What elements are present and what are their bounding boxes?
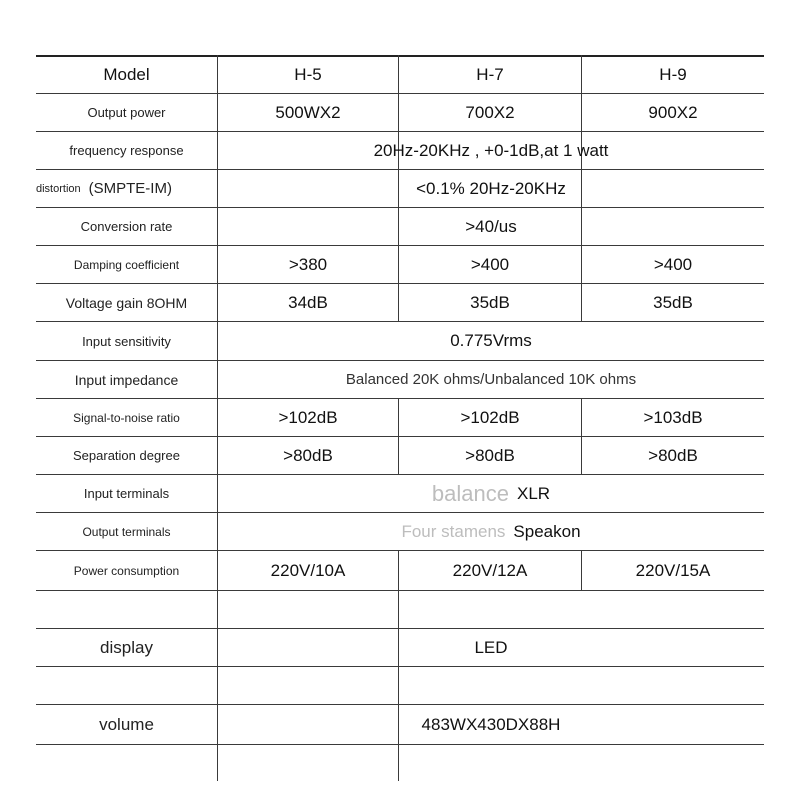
row-label-empty-1 bbox=[36, 591, 217, 628]
voltage-gain-h7: 35dB bbox=[470, 292, 510, 312]
model-h5: H-5 bbox=[294, 64, 322, 84]
model-h9: H-9 bbox=[659, 64, 687, 84]
model-label: Model bbox=[103, 64, 150, 84]
row-label-output-terminals: Output terminals bbox=[82, 524, 171, 539]
row-label-output-power: Output power bbox=[87, 105, 166, 120]
output-terminals-faded-text: Four stamens bbox=[401, 521, 506, 541]
conversion-rate-value: >40/us bbox=[465, 216, 517, 236]
separation-h7: >80dB bbox=[465, 445, 515, 465]
output-terminals-value bbox=[218, 513, 764, 550]
display-value: LED bbox=[474, 637, 508, 657]
row-label-frequency-response: frequency response bbox=[69, 143, 184, 158]
row-label-distortion bbox=[36, 170, 217, 207]
damping-h7: >400 bbox=[470, 254, 510, 274]
output-power-h7: 700X2 bbox=[465, 102, 515, 122]
separation-h9: >80dB bbox=[648, 445, 698, 465]
snr-h5: >102dB bbox=[278, 407, 338, 427]
input-sensitivity-value: 0.775Vrms bbox=[450, 331, 532, 350]
model-h7: H-7 bbox=[476, 64, 504, 84]
distortion-label: distortion bbox=[36, 182, 81, 195]
damping-h5: >380 bbox=[288, 254, 328, 274]
snr-h9: >103dB bbox=[643, 407, 703, 427]
output-terminals-text: Speakon bbox=[513, 521, 581, 541]
power-consumption-h5: 220V/10A bbox=[270, 560, 346, 580]
row-label-input-sensitivity: Input sensitivity bbox=[82, 333, 171, 349]
row-label-empty-2 bbox=[36, 667, 217, 704]
input-terminals-value bbox=[218, 475, 764, 512]
empty-row-1-value bbox=[218, 591, 764, 628]
voltage-gain-h9: 35dB bbox=[653, 292, 693, 312]
power-consumption-h7: 220V/12A bbox=[452, 560, 528, 580]
row-label-snr: Signal-to-noise ratio bbox=[73, 410, 180, 425]
output-power-h9: 900X2 bbox=[648, 102, 698, 122]
damping-h9: >400 bbox=[653, 254, 693, 274]
input-impedance-value: Balanced 20K ohms/Unbalanced 10K ohms bbox=[345, 371, 637, 388]
frequency-response-value: 20Hz-20KHz , +0-1dB,at 1 watt bbox=[373, 140, 609, 160]
row-label-voltage-gain: Voltage gain 8OHM bbox=[65, 294, 188, 311]
row-label-input-terminals: Input terminals bbox=[83, 486, 170, 501]
voltage-gain-h5: 34dB bbox=[288, 292, 328, 312]
row-label-conversion-rate: Conversion rate bbox=[80, 219, 173, 234]
row-label-display: display bbox=[100, 637, 153, 657]
snr-h7: >102dB bbox=[460, 407, 520, 427]
row-label-separation-degree: Separation degree bbox=[73, 448, 180, 463]
volume-value: 483WX430DX88H bbox=[421, 714, 561, 734]
row-label-damping-coefficient: Damping coefficient bbox=[73, 257, 180, 272]
row-label-volume: volume bbox=[99, 714, 154, 734]
row-rule bbox=[36, 744, 764, 745]
row-label-power-consumption: Power consumption bbox=[73, 563, 180, 578]
input-terminals-faded-text: balance bbox=[431, 480, 509, 506]
row-label-input-impedance: Input impedance bbox=[74, 371, 179, 388]
input-terminals-text: XLR bbox=[517, 483, 551, 503]
power-consumption-h9: 220V/15A bbox=[635, 560, 711, 580]
distortion-value: <0.1% 20Hz-20KHz bbox=[416, 178, 566, 198]
empty-row-2-value bbox=[218, 667, 764, 704]
separation-h5: >80dB bbox=[283, 445, 333, 465]
distortion-method: (SMPTE-IM) bbox=[88, 180, 172, 197]
output-power-h5: 500WX2 bbox=[275, 102, 341, 122]
